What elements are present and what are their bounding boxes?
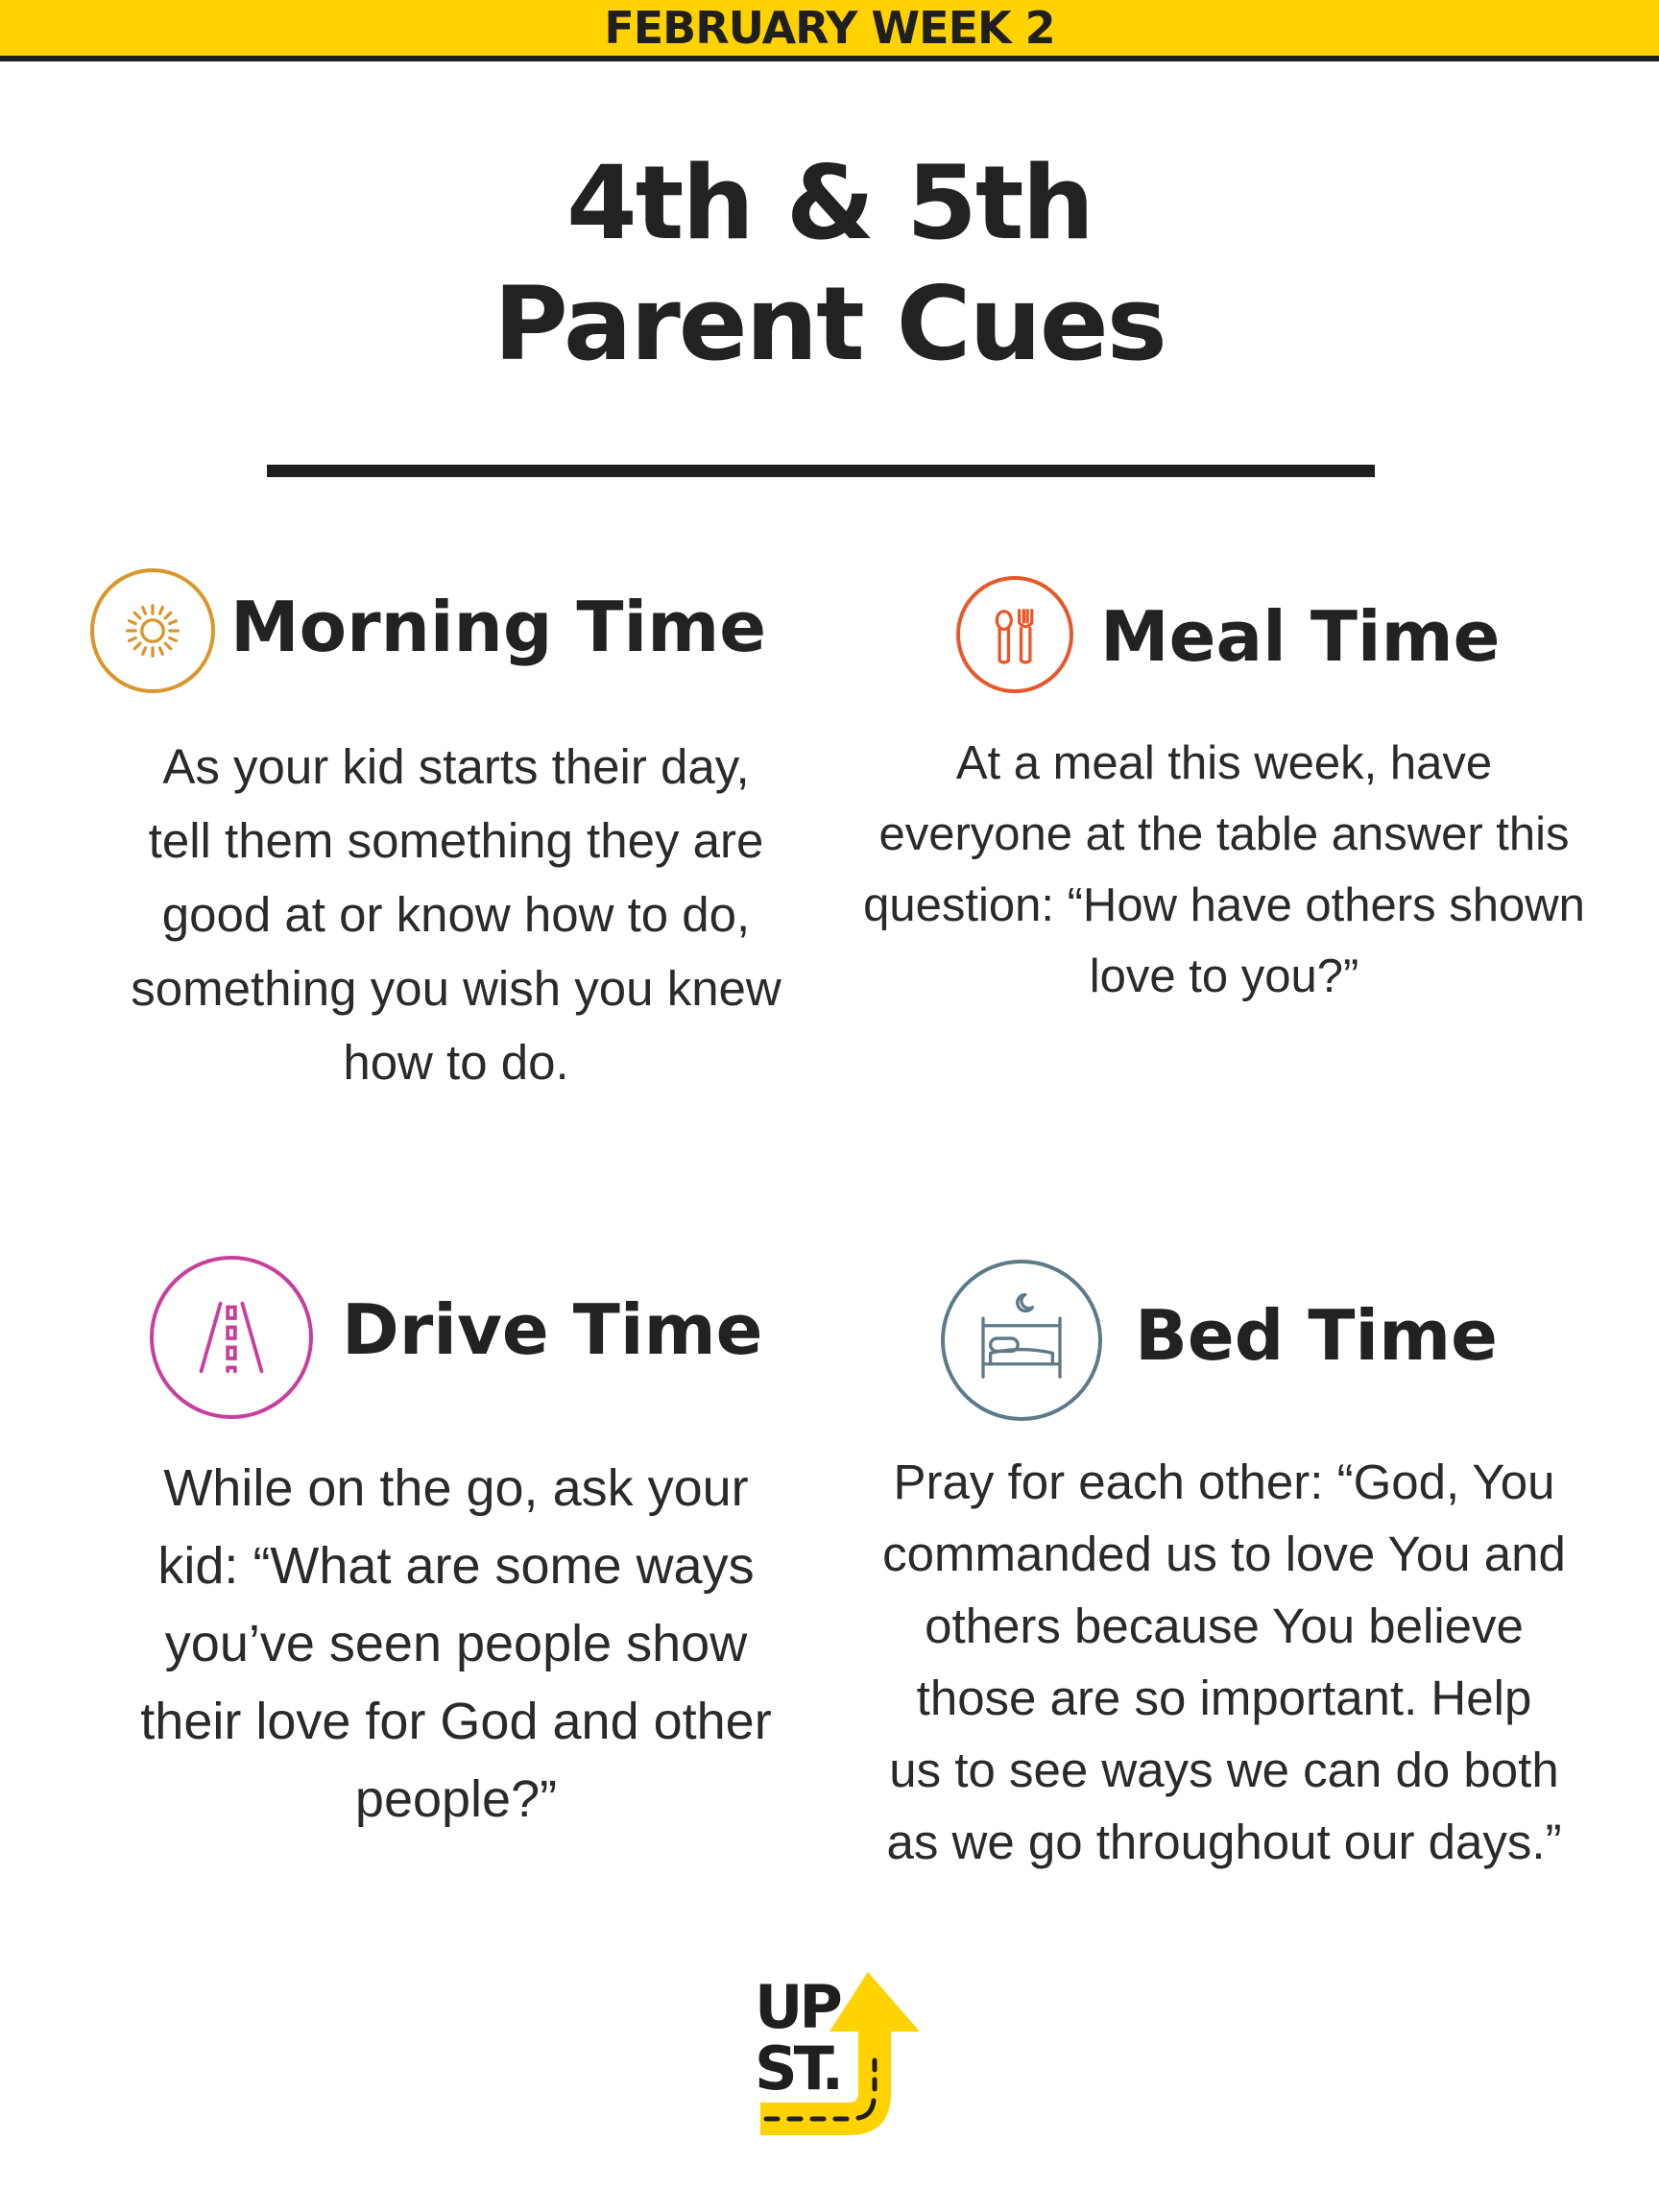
title-divider [267, 465, 1375, 477]
bed-icon [941, 1260, 1102, 1421]
bed-time-text: Pray for each other: “God, You commanded us to love You and others because You believe those are so important. Help us to see ways we can do both as we go throughout our days.” [882, 1455, 1566, 1869]
drive-time-text: While on the go, ask your kid: “What are some ways you’ve seen people show their love for God and other people?” [140, 1459, 772, 1828]
morning-time-heading: Morning Time [230, 587, 767, 667]
page-title-line-2: Parent Cues [493, 265, 1166, 383]
sun-icon [90, 568, 215, 693]
page-title-line-1: 4th & 5th [565, 144, 1094, 262]
utensils-icon [956, 576, 1073, 693]
logo-text-up: UP [755, 1972, 839, 2042]
logo-text-st: ST. [755, 2033, 841, 2104]
morning-time-text: As your kid starts their day, tell them something they are good at or know how to do, something you wish you knew how to do. [131, 739, 781, 1090]
meal-time-text: At a meal this week, have everyone at the table answer this question: “How have others shown love to you?” [863, 737, 1585, 1002]
meal-time-heading: Meal Time [1100, 596, 1501, 677]
banner-label: FEBRUARY WEEK 2 [604, 2, 1055, 54]
road-icon [150, 1256, 313, 1419]
top-banner [0, 0, 1659, 61]
bed-time-heading: Bed Time [1135, 1295, 1498, 1376]
upstreet-logo [751, 1968, 931, 2141]
drive-time-heading: Drive Time [342, 1289, 763, 1370]
